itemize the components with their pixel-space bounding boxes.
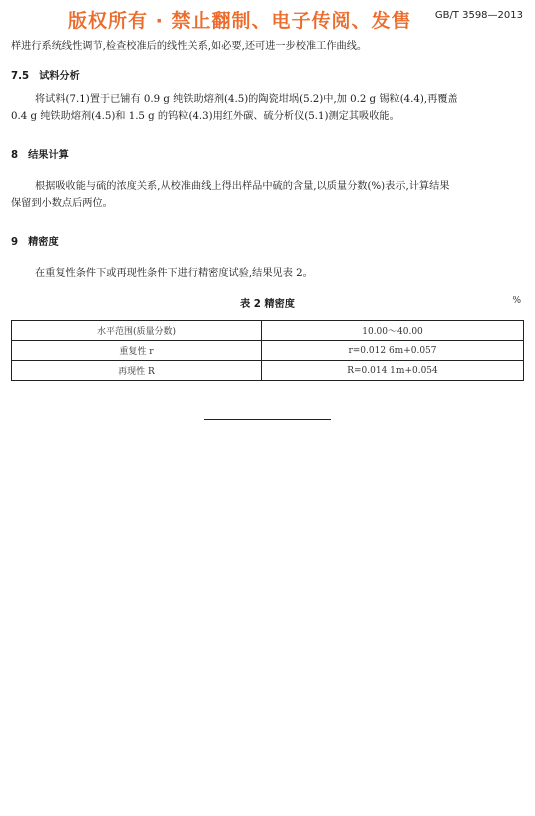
table-row bbox=[12, 341, 524, 361]
section-number: 8 bbox=[11, 150, 19, 161]
table-cell: 再现性 R bbox=[12, 361, 262, 381]
section-number: 7.5 bbox=[11, 71, 30, 82]
section-title: 试料分析 bbox=[39, 71, 80, 82]
intro-paragraph: 样进行系统线性调节,检查校准后的线性关系,如必要,还可进一步校准工作曲线。 bbox=[11, 41, 368, 52]
table-cell: R=0.014 1m+0.054 bbox=[262, 361, 524, 381]
section-number: 9 bbox=[11, 237, 19, 248]
table-cell: r=0.012 6m+0.057 bbox=[262, 341, 524, 361]
document-code: GB/T 3598—2013 bbox=[434, 10, 523, 21]
paragraph-line: 保留到小数点后两位。 bbox=[11, 198, 113, 209]
table-title: 表 2 精密度 bbox=[240, 299, 295, 310]
paragraph-line: 0.4 g 纯铁助熔剂(4.5)和 1.5 g 的钨粒(4.3)用红外碳、硫分析仪(5.1)测定其吸收能。 bbox=[11, 111, 400, 122]
section-title: 结果计算 bbox=[28, 150, 69, 161]
copyright-watermark: 版权所有 · 禁止翻制、电子传阅、发售 bbox=[68, 10, 412, 32]
paragraph-line: 在重复性条件下或再现性条件下进行精密度试验,结果见表 2。 bbox=[35, 268, 313, 279]
section-heading-8 bbox=[11, 146, 69, 161]
section-heading-7-5 bbox=[11, 67, 80, 82]
section-heading-9 bbox=[11, 233, 59, 248]
paragraph-line: 根据吸收能与硫的浓度关系,从校准曲线上得出样品中硫的含量,以质量分数(%)表示,计算结果 bbox=[35, 181, 450, 192]
table-cell: 10.00～40.00 bbox=[262, 321, 524, 341]
table-cell: 水平范围(质量分数) bbox=[12, 321, 262, 341]
end-rule bbox=[204, 419, 331, 420]
precision-table bbox=[11, 320, 524, 381]
table-unit: % bbox=[512, 296, 521, 306]
table-row bbox=[12, 321, 524, 341]
table-row bbox=[12, 361, 524, 381]
paragraph-line: 将试料(7.1)置于已铺有 0.9 g 纯铁助熔剂(4.5)的陶瓷坩埚(5.2)中,加 0.2 g 锡粒(4.4),再覆盖 bbox=[35, 94, 458, 105]
section-title: 精密度 bbox=[28, 237, 59, 248]
table-cell: 重复性 r bbox=[12, 341, 262, 361]
